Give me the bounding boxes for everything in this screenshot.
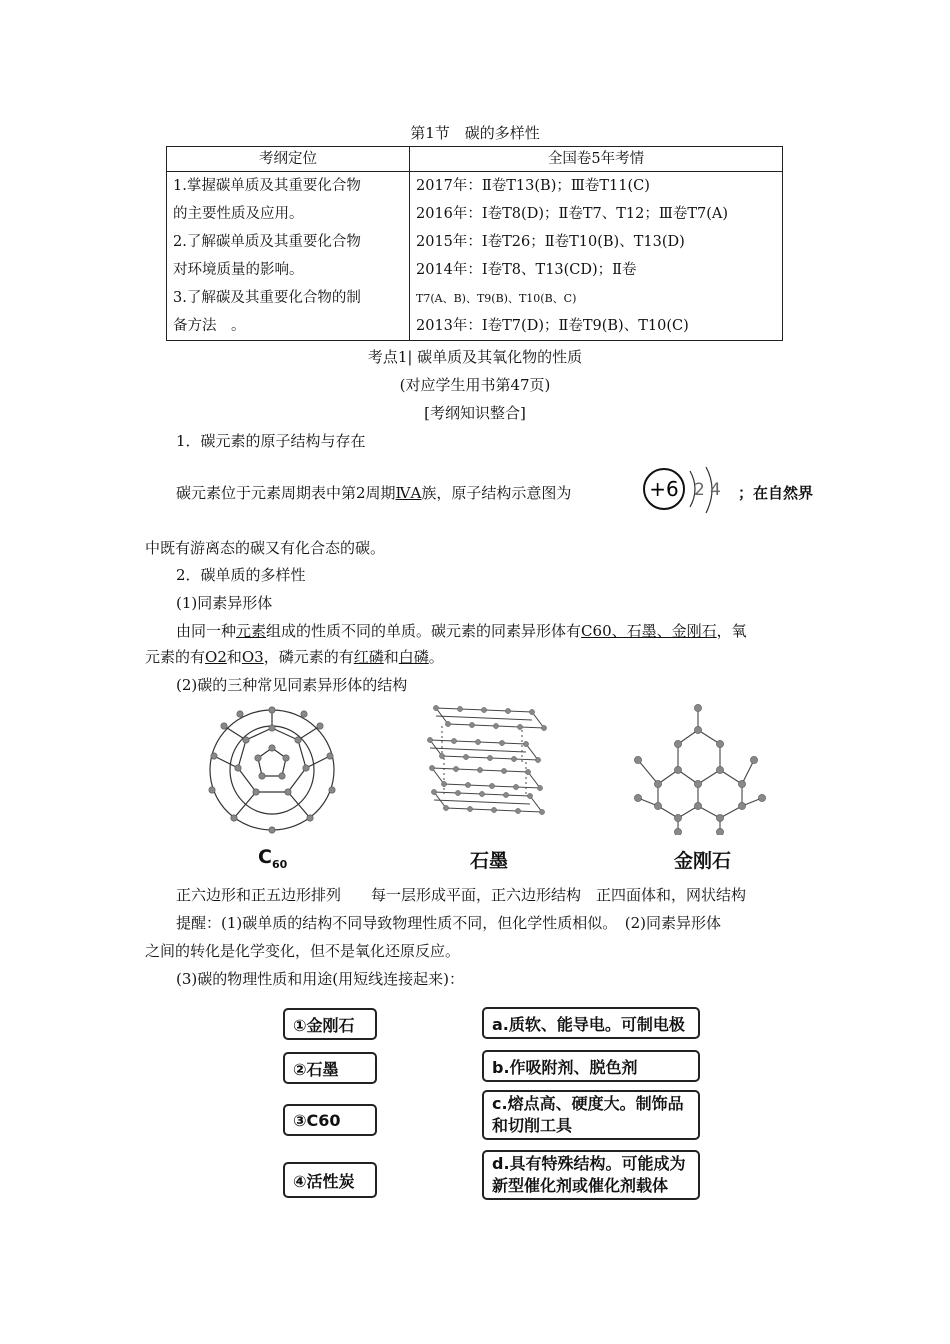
diamond-structure-image xyxy=(628,700,773,839)
heading-1: 1．碳元素的原子结构与存在 xyxy=(176,432,366,450)
diamond-label: 金刚石 xyxy=(674,850,732,872)
tip-line-1: 提醒：(1)碳单质的结构不同导致物理性质不同，但化学性质相似。 (2)同素异形体 xyxy=(176,914,721,932)
table-header-outline: 考纲定位 xyxy=(167,147,410,172)
paragraph-1-end: ；在自然界 xyxy=(738,484,814,502)
nucleus-charge: +6 xyxy=(649,477,679,501)
atom-structure-diagram xyxy=(642,463,734,521)
exam-row: 2013年：Ⅰ卷T7(D)；Ⅱ卷T9(B)、T10(C) xyxy=(416,318,689,334)
heading-2: 2．碳单质的多样性 xyxy=(176,566,306,584)
kaodian-heading: 考点1| 碳单质及其氧化物的性质 xyxy=(367,348,583,366)
outline-line: 的主要性质及应用。 xyxy=(173,206,304,222)
exam-row: T7(A、B)、T9(B)、T10(B、C) xyxy=(416,292,577,305)
group-answer: ⅣA xyxy=(395,484,422,502)
c60-structure-image xyxy=(200,706,350,840)
outline-cell xyxy=(167,172,410,341)
paragraph-1: 碳元素位于元素周期表中第2周期ⅣA族，原子结构示意图为 xyxy=(176,484,572,502)
section-title: 第1节 碳的多样性 xyxy=(410,124,540,142)
heading-2-3: (3)碳的物理性质和用途(用短线连接起来)： xyxy=(176,970,464,988)
book-ref: (对应学生用书第47页) xyxy=(399,376,551,394)
left-box-diamond: ①金刚石 xyxy=(283,1008,377,1040)
table-header-exam: 全国卷5年考情 xyxy=(410,147,783,172)
tip-line-2: 之间的转化是化学变化，但不是氧化还原反应。 xyxy=(145,942,461,960)
graphite-structure-image xyxy=(422,702,552,836)
paragraph-3: 元素的有O2和O3，磷元素的有红磷和白磷。 xyxy=(145,648,444,666)
right-box-c: c.熔点高、硬度大。制饰品和切削工具 xyxy=(482,1090,700,1140)
structure-captions: 正六边形和正五边形排列 每一层形成平面，正六边形结构 正四面体和，网状结构 xyxy=(176,886,747,904)
heading-2-1: (1)同素异形体 xyxy=(176,594,273,612)
exam-row: 2014年：Ⅰ卷T8、T13(CD)；Ⅱ卷 xyxy=(416,262,637,278)
outline-line: 3.了解碳及其重要化合物的制 xyxy=(173,290,361,306)
paragraph-1-cont: 中既有游离态的碳又有化合态的碳。 xyxy=(145,539,386,557)
exam-row: 2017年：Ⅱ卷T13(B)；Ⅲ卷T11(C) xyxy=(416,178,650,194)
outline-line: 对环境质量的影响。 xyxy=(173,262,304,278)
exam-cell xyxy=(410,172,783,341)
right-box-b: b.作吸附剂、脱色剂 xyxy=(482,1050,700,1082)
shell-2-electrons: 4 xyxy=(710,480,721,500)
heading-2-2: (2)碳的三种常见同素异形体的结构 xyxy=(176,676,408,694)
exam-row: 2016年：Ⅰ卷T8(D)；Ⅱ卷T7、T12；Ⅲ卷T7(A) xyxy=(416,206,729,222)
exam-table xyxy=(166,146,783,341)
c60-label: $C_{60}$ xyxy=(258,846,288,871)
outline-line: 备方法 。 xyxy=(173,318,246,334)
left-box-activated-carbon: ④活性炭 xyxy=(283,1162,377,1198)
knowledge-heading: [考纲知识整合] xyxy=(424,404,526,422)
graphite-label: 石墨 xyxy=(470,850,509,872)
left-box-graphite: ②石墨 xyxy=(283,1052,377,1084)
left-box-c60: ③C60 xyxy=(283,1104,377,1136)
paragraph-2: 由同一种元素组成的性质不同的单质。碳元素的同素异形体有C60、石墨、金刚石，氧 xyxy=(176,622,747,640)
exam-row: 2015年：Ⅰ卷T26；Ⅱ卷T10(B)、T13(D) xyxy=(416,234,685,250)
right-box-a: a.质软、能导电。可制电极 xyxy=(482,1007,700,1039)
shell-1-electrons: 2 xyxy=(694,480,705,500)
outline-line: 2.了解碳单质及其重要化合物 xyxy=(173,234,361,250)
outline-line: 1.掌握碳单质及其重要化合物 xyxy=(173,178,361,194)
right-box-d: d.具有特殊结构。可能成为新型催化剂或催化剂载体 xyxy=(482,1150,700,1200)
